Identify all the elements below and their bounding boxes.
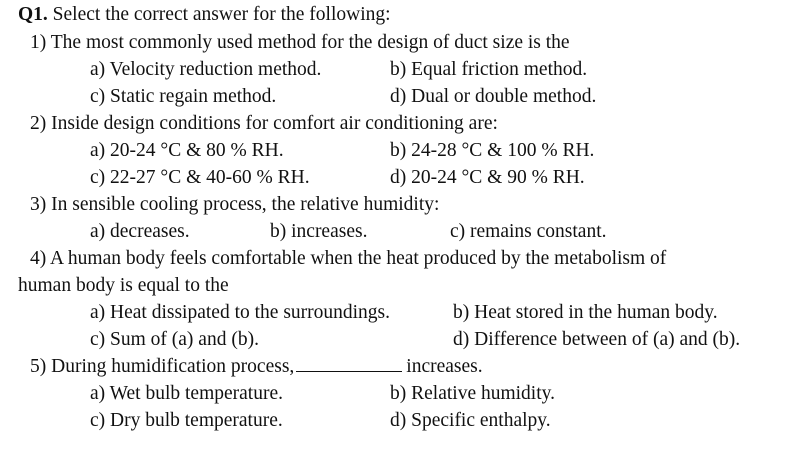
question-5-stem-after: increases. xyxy=(406,356,483,377)
question-4-stem-line-1: 4) A human body feels comfortable when the heat produced by the metabolism of xyxy=(30,248,667,269)
question-4-option-c: c) Sum of (a) and (b). xyxy=(90,329,259,350)
question-5-option-c: c) Dry bulb temperature. xyxy=(90,410,283,431)
question-instruction: Select the correct answer for the following: xyxy=(52,4,391,25)
question-4-stem-line-2: human body is equal to the xyxy=(18,275,229,296)
question-3-option-b: b) increases. xyxy=(270,221,368,242)
question-5-stem-before: 5) During humidification process, xyxy=(30,356,295,377)
question-2-stem: 2) Inside design conditions for comfort air conditioning are: xyxy=(30,113,498,134)
question-5-option-b: b) Relative humidity. xyxy=(390,383,555,404)
question-2-option-a: a) 20-24 °C & 80 % RH. xyxy=(90,140,284,161)
question-4-option-d: d) Difference between of (a) and (b). xyxy=(453,329,741,350)
question-2-option-d: d) 20-24 °C & 90 % RH. xyxy=(390,167,585,188)
question-3-option-c: c) remains constant. xyxy=(450,221,607,242)
question-1-option-a: a) Velocity reduction method. xyxy=(90,59,322,80)
question-4-option-a: a) Heat dissipated to the surroundings. xyxy=(90,302,391,323)
question-2-option-b: b) 24-28 °C & 100 % RH. xyxy=(390,140,595,161)
question-header xyxy=(18,5,391,25)
answer-blank xyxy=(296,357,402,372)
question-1-stem: 1) The most commonly used method for the design of duct size is the xyxy=(30,32,570,53)
question-3-stem: 3) In sensible cooling process, the relative humidity: xyxy=(30,194,440,215)
question-2-option-c: c) 22-27 °C & 40-60 % RH. xyxy=(90,167,310,188)
question-5-option-d: d) Specific enthalpy. xyxy=(390,410,551,431)
question-1-option-b: b) Equal friction method. xyxy=(390,59,588,80)
question-4-option-b: b) Heat stored in the human body. xyxy=(453,302,718,323)
question-1-option-c: c) Static regain method. xyxy=(90,86,277,107)
question-5-option-a: a) Wet bulb temperature. xyxy=(90,383,283,404)
question-5-stem xyxy=(30,357,483,377)
question-3-option-a: a) decreases. xyxy=(90,221,190,242)
question-number: Q1. xyxy=(18,4,48,25)
question-1-option-d: d) Dual or double method. xyxy=(390,86,597,107)
